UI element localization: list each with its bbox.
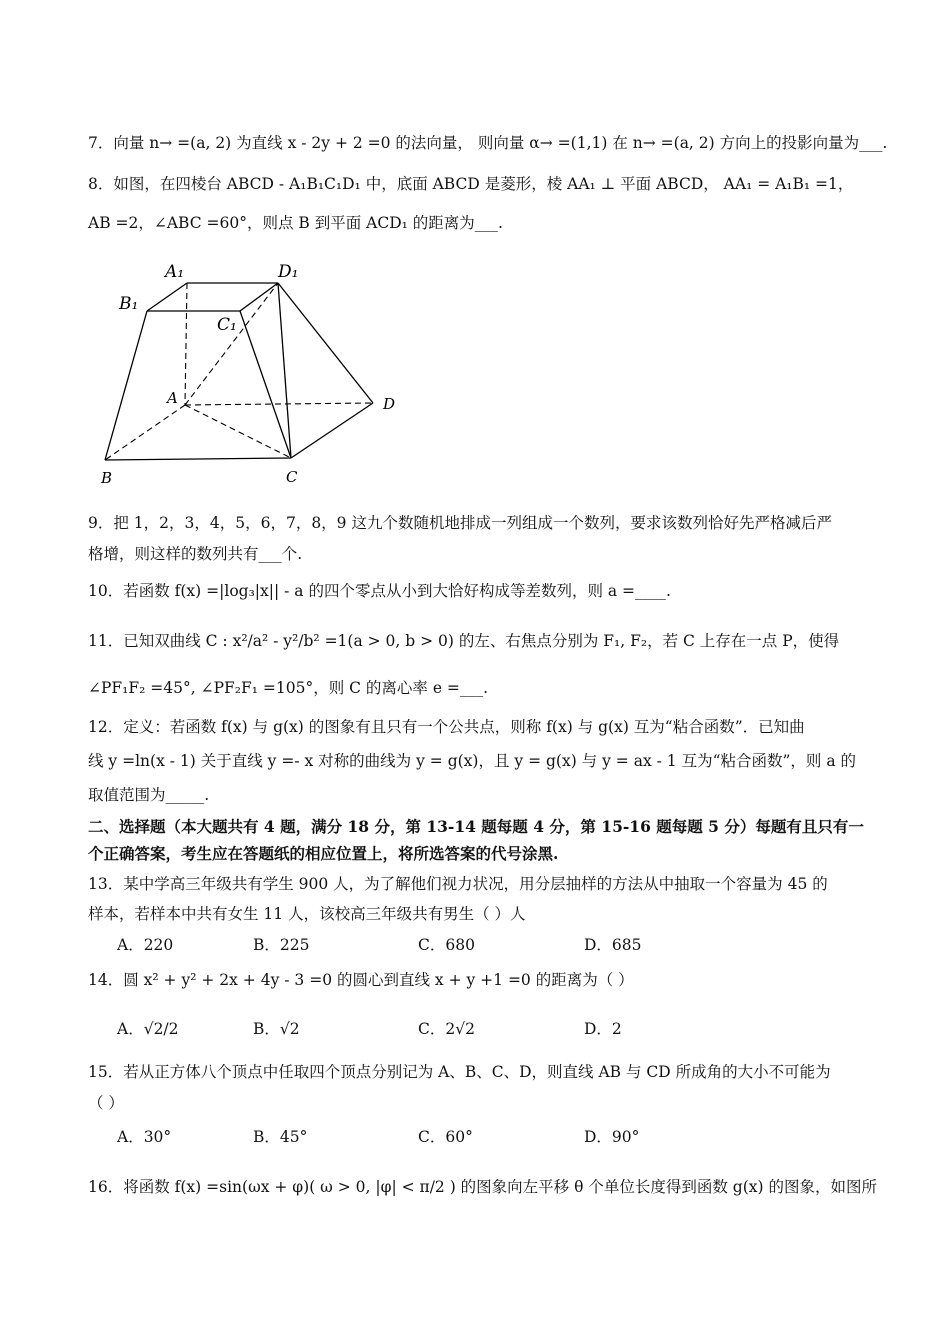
question-14: 14．圆 x² + y² + 2x + 4y - 3 =0 的圆心到直线 x + y +1 =0 的距离为（ ） <box>88 971 634 989</box>
q15-option-d[interactable]: D．90° <box>584 1128 640 1146</box>
label-B1: B₁ <box>119 294 139 314</box>
label-A: A <box>167 389 178 407</box>
question-7: 7．向量 n→ =(a, 2) 为直线 x - 2y + 2 =0 的法向量， 则向量 α→ =(1,1) 在 n→ =(a, 2) 方向上的投影向量为___. <box>88 134 888 152</box>
q15-option-b[interactable]: B．45° <box>253 1128 308 1146</box>
q14-option-a[interactable]: A．√2/2 <box>117 1020 179 1038</box>
question-8-line2: AB =2，∠ABC =60°，则点 B 到平面 ACD₁ 的距离为___. <box>88 214 503 232</box>
question-11-line1: 11．已知双曲线 C : x²/a² - y²/b² =1(a > 0, b > 0) 的左、右焦点分别为 F₁, F₂，若 C 上存在一点 P，使得 <box>88 632 840 650</box>
label-A1: A₁ <box>165 262 185 282</box>
question-12-line1: 12．定义：若函数 f(x) 与 g(x) 的图象有且只有一个公共点，则称 f(x) 与 g(x) 互为“粘合函数”．已知曲 <box>88 718 805 736</box>
question-15-line2: （ ） <box>88 1094 124 1112</box>
q15-option-c[interactable]: C．60° <box>418 1128 473 1146</box>
section-2-heading-line1: 二、选择题（本大题共有 4 题，满分 18 分，第 13-14 题每题 4 分，第 15-16 题每题 5 分）每题有且只有一 <box>88 817 864 836</box>
q13-option-b[interactable]: B．225 <box>253 936 310 954</box>
q13-option-a[interactable]: A．220 <box>117 936 174 954</box>
question-11-line2: ∠PF₁F₂ =45°, ∠PF₂F₁ =105°，则 C 的离心率 e =___. <box>88 679 489 697</box>
question-16: 16．将函数 f(x) =sin(ωx + φ)( ω > 0, |φ| < π/2 ) 的图象向左平移 θ 个单位长度得到函数 g(x) 的图象，如图所 <box>88 1178 877 1196</box>
frustum-figure <box>95 255 415 495</box>
section-2-heading-line2: 个正确答案，考生应在答题纸的相应位置上，将所选答案的代号涂黑. <box>88 844 559 863</box>
label-C1: C₁ <box>217 315 237 335</box>
question-13-line1: 13．某中学高三年级共有学生 900 人，为了解他们视力状况，用分层抽样的方法从中抽取一个容量为 45 的 <box>88 875 828 893</box>
label-D1: D₁ <box>278 262 299 282</box>
question-15-line1: 15．若从正方体八个顶点中任取四个顶点分别记为 A、B、C、D，则直线 AB 与 CD 所成角的大小不可能为 <box>88 1063 831 1081</box>
q13-option-c[interactable]: C．680 <box>418 936 475 954</box>
q14-option-b[interactable]: B．√2 <box>253 1020 300 1038</box>
question-13-line2: 样本，若样本中共有女生 11 人，该校高三年级共有男生（ ）人 <box>88 905 526 923</box>
label-D: D <box>383 395 396 413</box>
question-12-line3: 取值范围为_____. <box>88 786 210 804</box>
question-9-line2: 格增，则这样的数列共有___个. <box>88 545 303 563</box>
question-9-line1: 9．把 1，2，3，4，5，6，7，8，9 这九个数随机地排成一列组成一个数列，要求该数列恰好先严格减后严 <box>88 514 832 532</box>
question-10: 10．若函数 f(x) =|log₃|x|| - a 的四个零点从小到大恰好构成等差数列，则 a =____. <box>88 582 671 600</box>
label-C: C <box>286 468 298 486</box>
q15-option-a[interactable]: A．30° <box>117 1128 172 1146</box>
q14-option-d[interactable]: D．2 <box>584 1020 622 1038</box>
q13-option-d[interactable]: D．685 <box>584 936 642 954</box>
q14-option-c[interactable]: C．2√2 <box>418 1020 475 1038</box>
question-8-line1: 8．如图，在四棱台 ABCD - A₁B₁C₁D₁ 中，底面 ABCD 是菱形，棱 AA₁ ⊥ 平面 ABCD， AA₁ = A₁B₁ =1， <box>88 175 854 193</box>
question-12-line2: 线 y =ln(x - 1) 关于直线 y =- x 对称的曲线为 y = g(x)，且 y = g(x) 与 y = ax - 1 互为“粘合函数”，则 a 的 <box>88 752 857 770</box>
label-B: B <box>101 469 113 487</box>
